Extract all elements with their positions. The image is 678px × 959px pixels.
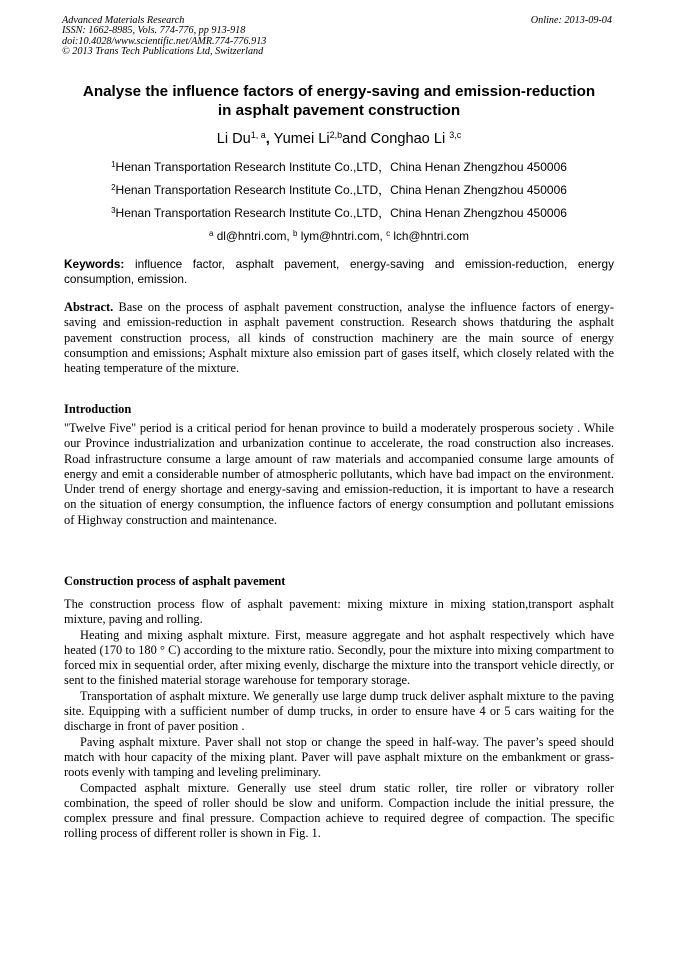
affiliation-1 xyxy=(0,160,678,174)
author-2-name: Yumei Li xyxy=(273,131,330,147)
email-c-sup: c xyxy=(386,229,391,238)
author-3-sup: 3,c xyxy=(449,130,462,140)
author-1-name: Li Du xyxy=(216,131,251,147)
journal-name: Advanced Materials Research xyxy=(62,15,185,26)
email-b[interactable]: lym@hntri.com, xyxy=(300,229,387,243)
construction-paragraph-1: The construction process flow of asphalt pavement: mixing mixture in mixing station,transport asphalt mixture, paving and rolling. xyxy=(64,597,614,627)
construction-paragraph-5: Compacted asphalt mixture. Generally use steel drum static roller, tire roller or vibratory roller combination, the speed of roller should be slow and uniform. Compaction include the initial pressure, the complex pressure and final pressure. Compaction achieve to required degree of compaction. The specific rolling process of different roller is shown in Fig. 1. xyxy=(64,780,614,841)
paper-title xyxy=(40,82,638,120)
email-b-sup: b xyxy=(292,229,298,238)
keywords-label: Keywords: xyxy=(64,257,125,271)
keywords xyxy=(64,257,614,286)
construction-paragraph-2: Heating and mixing asphalt mixture. First, measure aggregate and hot asphalt respectively which have heated (170 to 180 ° C) according to the mixture ratio. Secondly, pour the mixture into mixing compartment to forced mix in sequential order, after mixing evenly, discharge the mixture into the transport vehicle directly, or sent to the finished material storage warehouse for temporary storage. xyxy=(64,627,614,688)
journal-header xyxy=(62,16,266,58)
affiliation-3-text: Henan Transportation Research Institute Co.,LTD，China Henan Zhengzhou 450006 xyxy=(115,206,567,220)
affiliation-3-num: 3 xyxy=(111,206,116,215)
affiliation-1-text: Henan Transportation Research Institute Co.,LTD，China Henan Zhengzhou 450006 xyxy=(115,160,567,174)
construction-section xyxy=(64,597,614,842)
abstract-label: Abstract. xyxy=(64,300,114,314)
author-2-sup: 2,b xyxy=(329,130,343,140)
construction-paragraph-3: Transportation of asphalt mixture. We generally use large dump truck deliver asphalt mixture to the paving site. Equipping with a sufficient number of dump trucks, in order to ensure have 4 or 5 cars waiting for the discharge in front of paver position . xyxy=(64,688,614,734)
affiliation-2-num: 2 xyxy=(111,183,116,192)
abstract xyxy=(64,300,614,376)
email-list xyxy=(0,229,678,243)
title-line-2: in asphalt pavement construction xyxy=(217,102,461,119)
journal-doi: doi:10.4028/www.scientific.net/AMR.774-776.913 xyxy=(62,35,267,47)
journal-copyright: © 2013 Trans Tech Publications Ltd, Switzerland xyxy=(62,46,264,58)
affiliation-2 xyxy=(0,183,678,197)
section-heading-construction: Construction process of asphalt pavement xyxy=(64,574,286,588)
author-separator: , xyxy=(265,131,270,147)
online-date: Online: 2013-09-04 xyxy=(530,15,612,26)
section-heading-introduction: Introduction xyxy=(64,402,132,416)
affiliation-1-num: 1 xyxy=(111,160,116,169)
author-list xyxy=(0,130,678,148)
introduction-paragraph: "Twelve Five" period is a critical period for henan province to build a moderately prosperous society . While our Province industrialization and urbanization continue to accelerate, the road construction also increases. Road infrastructure consume a large amount of raw materials and accompanied consume large amounts of energy and emit a considerable number of atmospheric pollutants, which have bad impact on the environment. Under trend of energy shortage and energy-saving and emission-reduction, it is important to have a research on the situation of energy consumption, the influence factors of energy consumption and pollutant emissions of Highway construction and maintenance. xyxy=(64,421,614,527)
abstract-text: Base on the process of asphalt pavement construction, analyse the influence factors of energy-saving and emission-reduction in asphalt pavement construction. Research shows thatduring the asphalt pavement construction process, all kinds of construction machinery are the main source of energy consumption and emissions; Asphalt mixture also emission part of gases itself, which closely related with the heating temperature of the mixture. xyxy=(64,300,614,376)
email-c[interactable]: lch@hntri.com xyxy=(393,229,469,243)
author-1-sup: 1, a xyxy=(250,130,266,140)
email-a[interactable]: dl@hntri.com, xyxy=(216,229,293,243)
email-a-sup: a xyxy=(209,229,214,238)
title-line-1: Analyse the influence factors of energy-saving and emission-reduction xyxy=(82,83,596,100)
construction-paragraph-4: Paving asphalt mixture. Paver shall not stop or change the speed in half-way. The paver’s speed should match with hour capacity of the mixing plant. Paver will pave asphalt mixture on the embankment or grass-roots evenly with tamping and leveling preliminary. xyxy=(64,734,614,780)
affiliation-2-text: Henan Transportation Research Institute Co.,LTD，China Henan Zhengzhou 450006 xyxy=(115,183,567,197)
affiliation-3 xyxy=(0,206,678,220)
journal-issn: ISSN: 1662-8985, Vols. 774-776, pp 913-918 xyxy=(62,25,246,37)
author-3-name: and Conghao Li xyxy=(342,131,446,147)
keywords-text: influence factor, asphalt pavement, energy-saving and emission-reduction, energy consumption, emission. xyxy=(64,257,614,286)
